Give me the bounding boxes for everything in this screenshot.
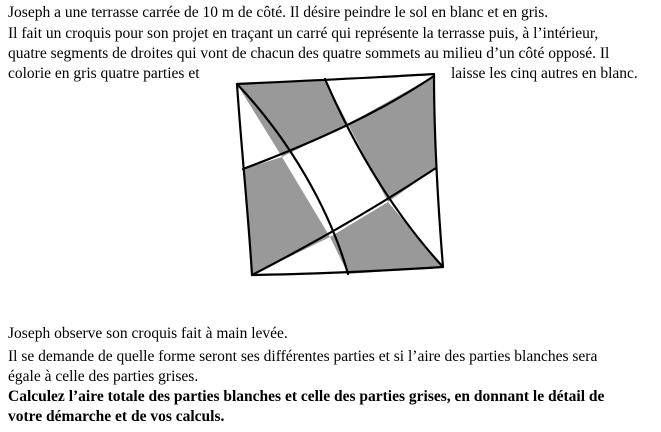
- gray-part-right: [348, 76, 436, 202]
- intro-line-4-left: colorie en gris quatre parties et: [8, 65, 200, 82]
- observation-line-2: Il se demande de quelle forme seront ses différentes parties et si l’aire des parties blanches sera: [8, 348, 598, 365]
- gray-part-bottom: [330, 202, 443, 274]
- observation-line-1: Joseph observe son croquis fait à main levée.: [8, 325, 288, 342]
- intro-line-2: Il fait un croquis pour son projet en traçant un carré qui représente la terrasse puis, à l’intérieur,: [8, 25, 599, 42]
- observation-line-3: égale à celle des parties grises.: [8, 368, 199, 385]
- intro-line-3: quatre segments de droites qui vont de chacun des quatre sommets au milieu d’un côté opposé. Il: [8, 45, 610, 62]
- question-line-2: votre démarche et de vos calculs.: [8, 408, 225, 425]
- question-line-1: Calculez l’aire totale des parties blanches et celle des parties grises, en donnant le détail de: [8, 388, 605, 405]
- intro-line-1: Joseph a une terrasse carrée de 10 m de côté. Il désire peindre le sol en blanc et en gris.: [8, 4, 549, 21]
- intro-line-4-right: laisse les cinq autres en blanc.: [451, 65, 638, 82]
